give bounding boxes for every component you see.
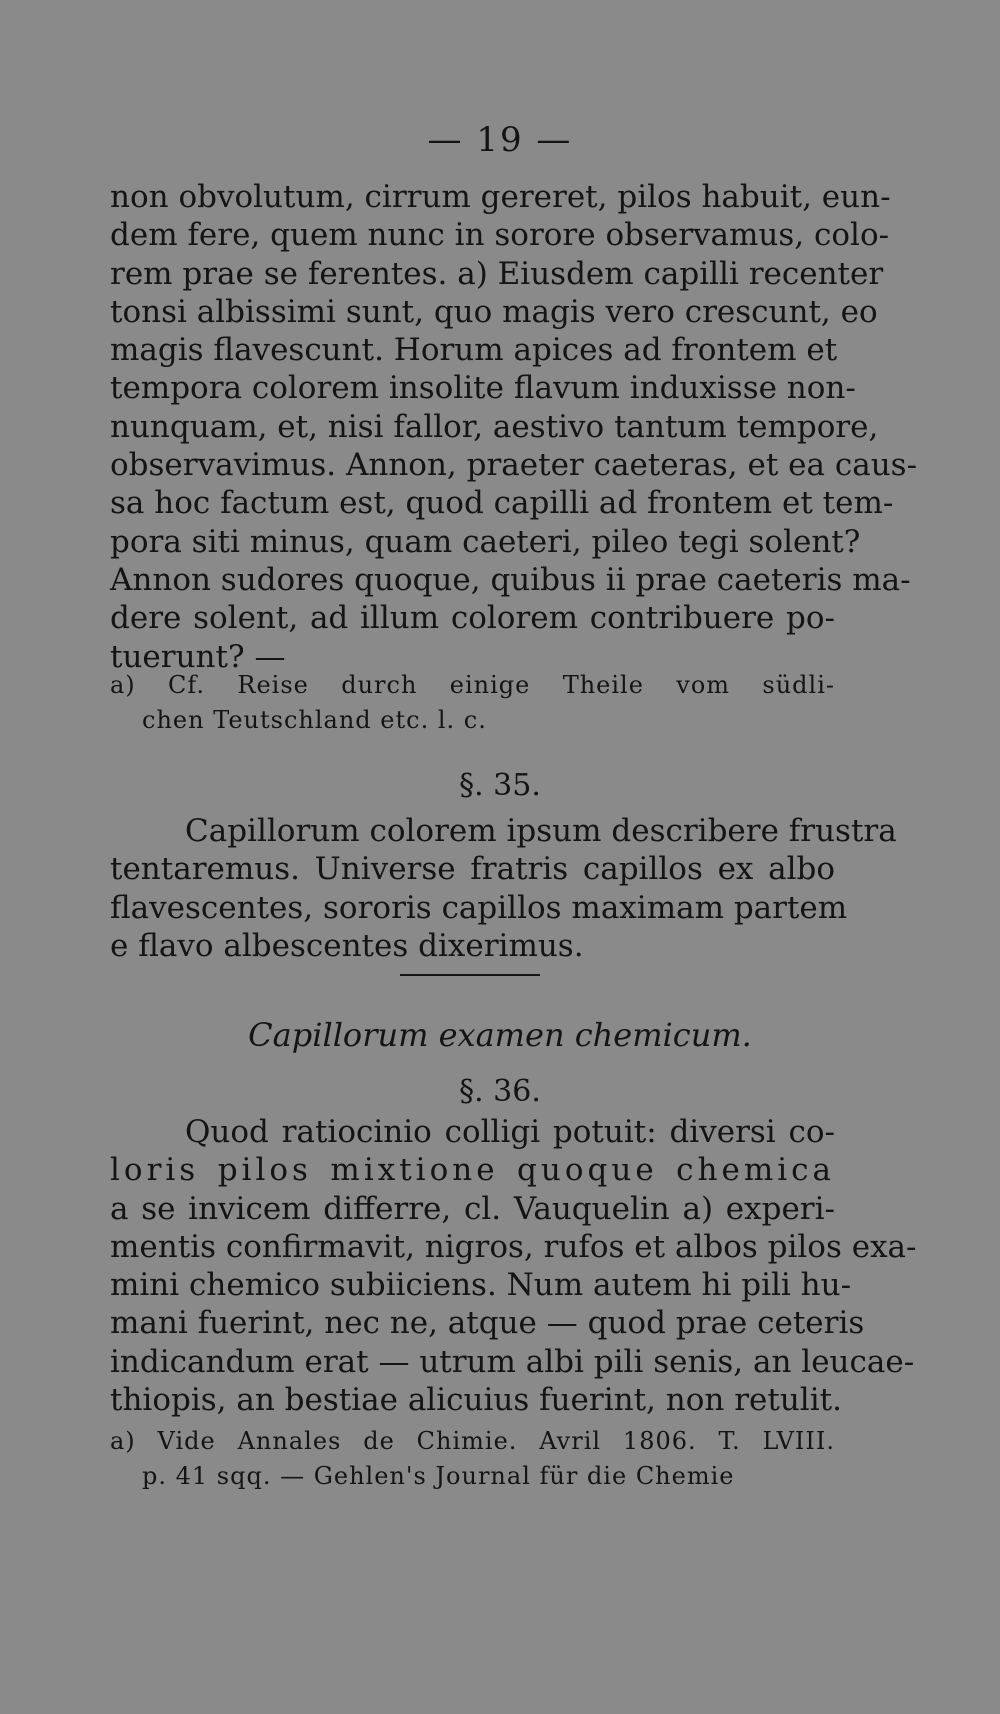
- footnote-line: chen Teutschland etc. l. c.: [142, 706, 487, 734]
- text-line: indicandum erat — utrum albi pili senis, an leucae-: [110, 1343, 915, 1380]
- text-line: tentaremus. Universe fratris capillos ex albo: [110, 851, 835, 888]
- text-line: Quod ratiocinio colligi potuit: diversi co-: [185, 1114, 835, 1150]
- section-number-36: §. 36.: [459, 1074, 541, 1109]
- paragraph-2: [110, 812, 897, 965]
- text-line: non obvolutum, cirrum gereret, pilos habuit, eun-: [110, 179, 891, 215]
- text-line: tempora colorem insolite flavum induxisse non-: [110, 370, 856, 407]
- text-line: sa hoc factum est, quod capilli ad frontem et tem-: [110, 485, 894, 522]
- footnote-1: [110, 668, 835, 738]
- footnote-2: [110, 1424, 835, 1494]
- paragraph-1: [110, 178, 918, 676]
- section-divider: [400, 974, 540, 976]
- text-line: tuerunt? —: [110, 638, 286, 675]
- page-number: — 19 —: [427, 120, 573, 160]
- text-line: magis flavescunt. Horum apices ad frontem et: [110, 332, 838, 369]
- text-line: e flavo albescentes dixerimus.: [110, 927, 584, 964]
- footnote-line: a) Vide Annales de Chimie. Avril 1806. T. LVIII.: [110, 1427, 835, 1455]
- text-line: mani fuerint, nec ne, atque — quod prae ceteris: [110, 1305, 865, 1342]
- text-line: thiopis, an bestiae alicuius fuerint, non retulit.: [110, 1382, 842, 1419]
- paragraph-3: [110, 1113, 917, 1419]
- text-line: Annon sudores quoque, quibus ii prae caeteris ma-: [110, 561, 911, 598]
- text-line: a se invicem differre, cl. Vauquelin a) experi-: [110, 1190, 835, 1227]
- section-number-35: §. 35.: [459, 768, 541, 803]
- text-line: observavimus. Annon, praeter caeteras, et ea caus-: [110, 447, 918, 484]
- text-line: dere solent, ad illum colorem contribuere po-: [110, 600, 835, 637]
- text-line: dem fere, quem nunc in sorore observamus, colo-: [110, 217, 890, 254]
- text-line: rem prae se ferentes. a) Eiusdem capilli recenter: [110, 255, 884, 292]
- footnote-line: a) Cf. Reise durch einige Theile vom südli-: [110, 671, 835, 699]
- text-line: mini chemico subiiciens. Num autem hi pili hu-: [110, 1267, 852, 1304]
- text-line: loris pilos mixtione quoque chemica: [110, 1152, 835, 1189]
- text-line: Capillorum colorem ipsum describere frustra: [185, 813, 897, 849]
- text-line: mentis confirmavit, nigros, rufos et albos pilos exa-: [110, 1228, 917, 1265]
- text-line: nunquam, et, nisi fallor, aestivo tantum tempore,: [110, 408, 879, 445]
- text-line: flavescentes, sororis capillos maximam partem: [110, 889, 848, 926]
- text-line: tonsi albissimi sunt, quo magis vero crescunt, eo: [110, 293, 878, 330]
- section-heading: Capillorum examen chemicum.: [248, 1016, 752, 1054]
- footnote-line: p. 41 sqq. — Gehlen's Journal für die Chemie: [142, 1462, 735, 1490]
- text-line: pora siti minus, quam caeteri, pileo tegi solent?: [110, 523, 861, 560]
